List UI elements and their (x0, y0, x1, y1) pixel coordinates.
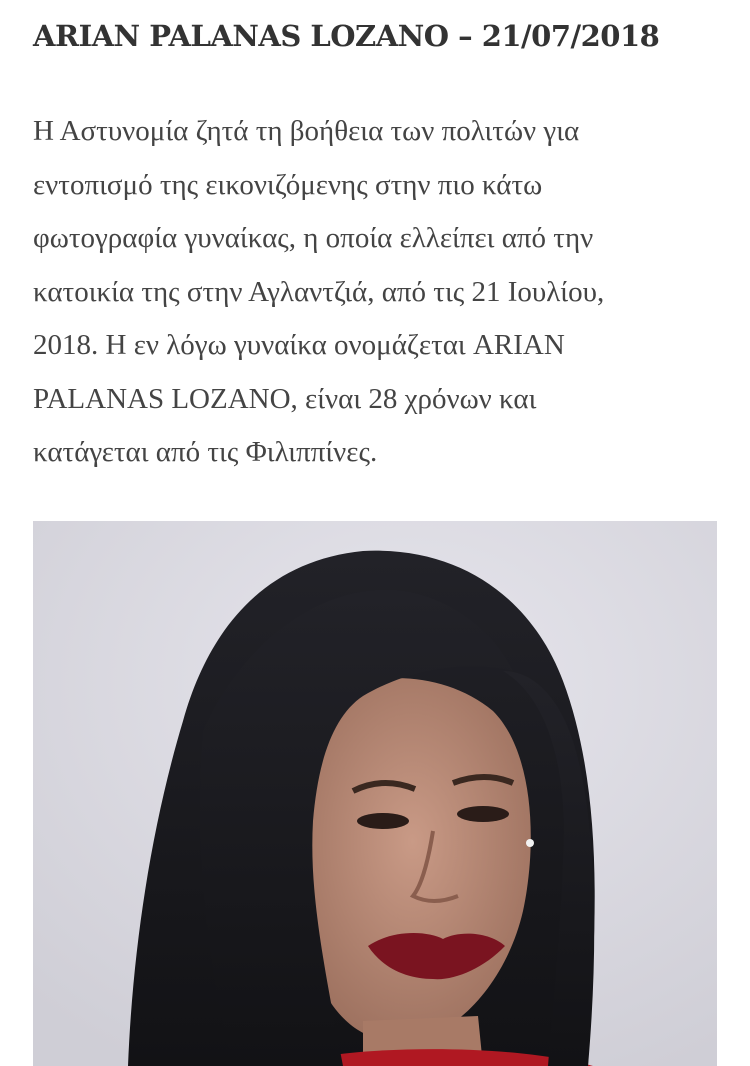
body-line: κατοικία της στην Αγλαντζιά, από τις 21 Ιουλίου, (33, 275, 605, 308)
body-line: 2018. Η εν λόγω γυναίκα ονομάζεται ARIAN (33, 329, 565, 361)
body-line: φωτογραφία γυναίκας, η οποία ελλείπει από την (33, 222, 594, 254)
earring (526, 839, 534, 847)
right-eye (457, 806, 509, 822)
missing-person-photo (33, 521, 717, 1066)
article-title: ARIAN PALANAS LOZANO – 21/07/2018 (33, 19, 660, 53)
body-line: κατάγεται από τις Φιλιππίνες. (33, 436, 378, 468)
article-body (33, 105, 713, 480)
body-line: PALANAS LOZANO, είναι 28 χρόνων και (33, 382, 537, 415)
left-eye (357, 813, 409, 829)
body-line: εντοπισμό της εικονιζόμενης στην πιο κάτω (33, 168, 543, 201)
body-line: Η Αστυνομία ζητά τη βοήθεια των πολιτών για (33, 115, 580, 147)
portrait-photo-icon (33, 521, 717, 1066)
